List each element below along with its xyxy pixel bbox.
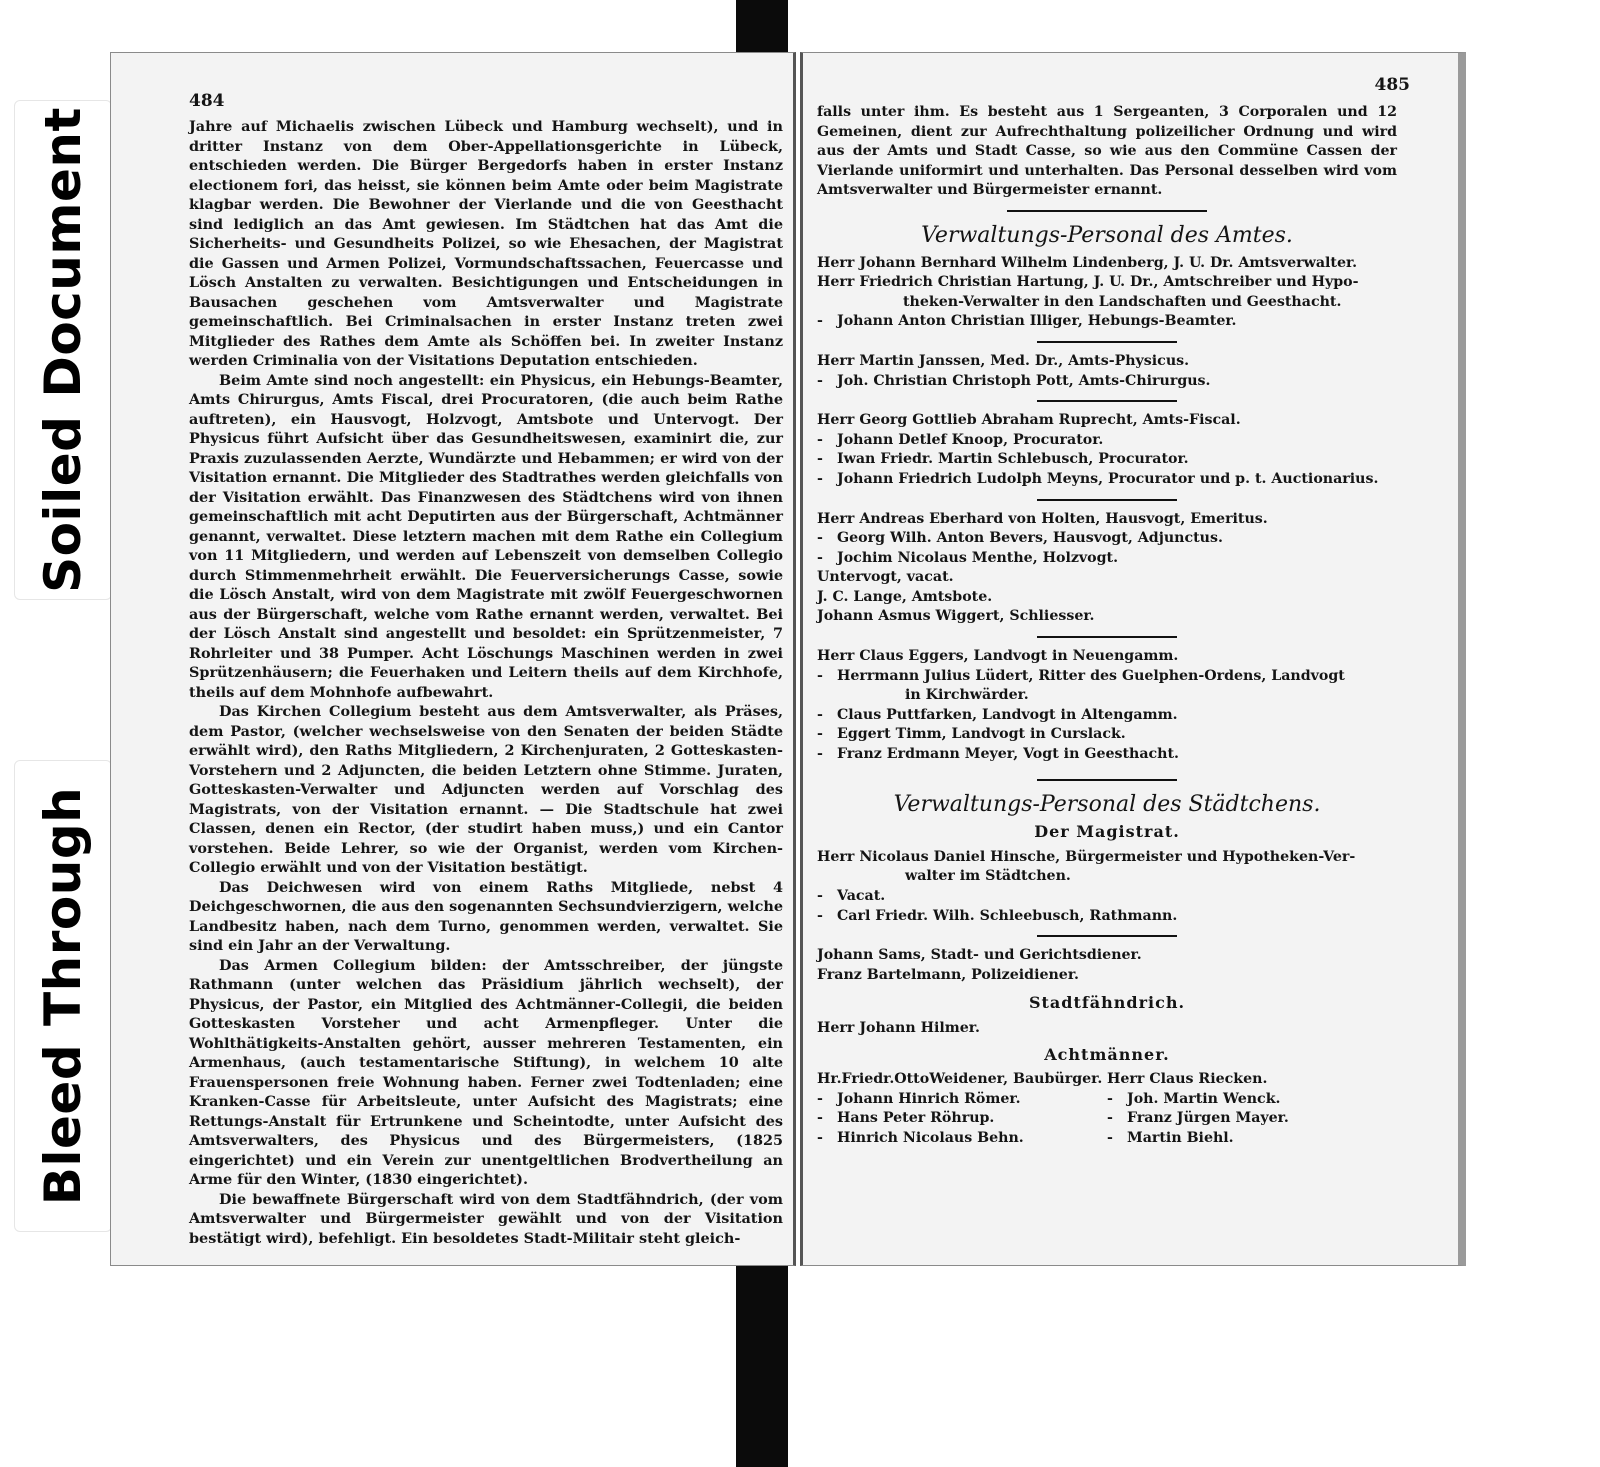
fahndrich-heading: Stadtfähndrich. (1028, 993, 1186, 1013)
list-item: - Georg Wilh. Anton Bevers, Hausvogt, Adjunctus. (817, 529, 1397, 549)
achtmanner-right-column (1107, 1070, 1397, 1148)
group-divider (1037, 499, 1177, 501)
list-item: Herr Claus Riecken. (1107, 1071, 1268, 1088)
soiled-document-label (14, 100, 112, 600)
list-item: Herr Claus Eggers, Landvogt in Neuengamm. (817, 648, 1179, 665)
list-item: - Herrmann Julius Lüdert, Ritter des Guelphen-Ordens, Landvogt (817, 667, 1397, 687)
list-item: Hr.Friedr.OttoWeidener, Baubürger. (817, 1071, 1103, 1088)
section-divider (1037, 779, 1177, 781)
list-item: - Hans Peter Röhrup. (817, 1109, 1107, 1129)
list-item: Herr Johann Hilmer. (817, 1019, 980, 1036)
group-divider (1037, 636, 1177, 638)
paragraph: Die bewaffnete Bürgerschaft wird von dem Stadtfähndrich, (der vom Amtsverwalter und Bürgermeister gewählt und von der Visitation bestätigt wird), befehligt. Ein besoldetes Stadt-Militair steht gleich- (189, 1190, 783, 1247)
list-item: Herr Friedrich Christian Hartung, J. U. Dr., Amtschreiber und Hypo- (817, 274, 1359, 291)
bleed-through-label (14, 760, 112, 1232)
paragraph: Jahre auf Michaelis zwischen Lübeck und Hamburg wechselt), und in dritter Instanz von dem Ober-Appellationsgerichte in Lübeck, entschieden werden. Die Bürger Bergedorfs haben in erster Instanz electionem fori, das heisst, sie können beim Amte oder beim Magistrate klagbar werden. Die Bewohner der Vierlande und die von Geesthacht sind lediglich an das Amt gewiesen. Im Städtchen hat das Amt die Sicherheits- und Gesundheits Polizei, so wie Ehesachen, der Magistrat die Gassen und Armen Polizei, Vormundschaftssachen, Feuercasse und Lösch Anstalten zu verwalten. Besichtigungen und Entscheidungen in Bausachen geschehen vom Amtsverwalter und Magistrate gemeinschaftlich. Bei Criminalsachen in erster Instanz treten zwei Mitglieder des Rathes dem Amte als Schöffen bei. In zweiter Instanz werden Criminalia von der Visitations Deputation entschieden. (189, 118, 783, 369)
list-item: Untervogt, vacat. (817, 569, 954, 586)
list-item: Herr Martin Janssen, Med. Dr., Amts-Physicus. (817, 352, 1190, 369)
section-title-staedtchen: Verwaltungs-Personal des Städtchens. (893, 791, 1321, 817)
list-item: in Kirchwärder. (905, 687, 1029, 704)
list-item: - Carl Friedr. Wilh. Schleebusch, Rathmann. (817, 907, 1397, 927)
list-item: Herr Georg Gottlieb Abraham Ruprecht, Amts-Fiscal. (817, 412, 1241, 429)
list-item: - Vacat. (817, 887, 1397, 907)
bleed-through-text: Bleed Through (34, 786, 92, 1206)
list-item: - Johann Detlef Knoop, Procurator. (817, 431, 1397, 451)
list-item: - Joh. Christian Christoph Pott, Amts-Chirurgus. (817, 372, 1397, 392)
list-item: Johann Asmus Wiggert, Schliesser. (817, 608, 1095, 625)
right-page (800, 52, 1466, 1266)
paragraph: Das Deichwesen wird von einem Raths Mitgliede, nebst 4 Deichgeschwornen, die aus den sogenannten Sechsundvierzigern, welche Landbesitz haben, nach dem Turno, genommen werden, verwaltet. Sie sind ein Jahr an der Verwaltung. (189, 878, 783, 954)
list-item: - Franz Erdmann Meyer, Vogt in Geesthacht. (817, 745, 1397, 765)
list-item: - Eggert Timm, Landvogt in Curslack. (817, 725, 1397, 745)
list-item: Herr Johann Bernhard Wilhelm Lindenberg, J. U. Dr. Amtsverwalter. (817, 254, 1358, 271)
group-divider (1037, 341, 1177, 343)
list-item: walter im Städtchen. (905, 868, 1071, 885)
list-item: - Hinrich Nicolaus Behn. (817, 1129, 1107, 1149)
list-item: - Jochim Nicolaus Menthe, Holzvogt. (817, 549, 1397, 569)
left-page (110, 52, 796, 1266)
achtmanner-left-column (817, 1070, 1107, 1148)
list-item: J. C. Lange, Amtsbote. (817, 588, 993, 605)
achtmanner-list (817, 1070, 1397, 1148)
list-item: - Johann Hinrich Römer. (817, 1090, 1107, 1110)
left-page-number: 484 (189, 91, 225, 111)
list-item: Herr Andreas Eberhard von Holten, Hausvogt, Emeritus. (817, 510, 1268, 527)
list-item: - Iwan Friedr. Martin Schlebusch, Procurator. (817, 450, 1397, 470)
paragraph: Das Armen Collegium bilden: der Amtsschreiber, der jüngste Rathmann (unter welchen das Präsidium jährlich wechselt), der Physicus, der Pastor, ein Mitglied des Achtmänner-Collegii, die beiden Gotteskasten Vorsteher und acht Armenpfleger. Unter die Wohlthätigkeits-Anstalten gehört, ausser mehreren Testamenten, ein Armenhaus, (auch testamentarische Stiftung), in welchem 10 alte Frauenspersonen freie Wohnung haben. Ferner zwei Todtenladen; eine Kranken-Casse für Arbeitsleute, unter Aufsicht des Magistrats; eine Rettungs-Anstalt für Ertrunkene und Scheintodte, unter Aufsicht des Amtsverwalters, des Physicus und des Bürgermeisters, (1825 eingerichtet) und ein Verein zur unentgeltlichen Brodvertheilung an Arme für den Winter, (1830 eingerichtet). (189, 956, 783, 1188)
magistrat-heading: Der Magistrat. (1034, 822, 1180, 842)
list-item: - Claus Puttfarken, Landvogt in Altengamm. (817, 706, 1397, 726)
right-page-text (817, 103, 1397, 1149)
list-item: - Johann Anton Christian Illiger, Hebungs-Beamter. (817, 312, 1397, 332)
list-item: Franz Bartelmann, Polizeidiener. (817, 966, 1079, 983)
section-divider (1007, 210, 1207, 212)
list-item: Johann Sams, Stadt- und Gerichtsdiener. (817, 947, 1142, 964)
intro-paragraph: falls unter ihm. Es besteht aus 1 Sergeanten, 3 Corporalen und 12 Gemeinen, dient zur Aufrechthaltung polizeilicher Ordnung und wird aus der Amts und Stadt Casse, so wie aus den Commüne Cassen der Vierlande uniformirt und unterhalten. Das Personal desselben wird vom Amtsverwalter und Bürgermeister ernannt. (817, 104, 1397, 199)
paragraph: Beim Amte sind noch angestellt: ein Physicus, ein Hebungs-Beamter, Amts Chirurgus, Amts Fiscal, drei Procuratoren, (die auch beim Rathe auftreten), ein Hausvogt, Holzvogt, Amtsbote und Untervogt. Der Physicus führt Aufsicht über das Gesundheitswesen, examinirt die, zur Praxis zuzulassenden Aerzte, Wundärzte und Hebammen; er wird von der Visitation ernannt. Die Mitglieder des Stadtrathes werden gleichfalls von der Visitation erwählt. Das Finanzwesen des Städtchens wird von ihnen gemeinschaftlich mit acht Deputirten aus der Bürgerschaft, Achtmänner genannt, verwaltet. Diese letztern machen mit dem Rathe ein Collegium von 11 Mitgliedern, und werden auf Lebenszeit von demselben Collegio durch Stimmenmehrheit erwählt. Die Feuerversicherungs Casse, sowie die Lösch Anstalt, wird von dem Magistrate mit zwölf Feuergeschwornen aus der Bürgerschaft, welche vom Rathe ernannt werden, verwaltet. Bei der Lösch Anstalt sind angestellt und besoldet: ein Sprützenmeister, 7 Rohrleiter und 38 Pumper. Acht Löschungs Maschinen werden in zwei Sprützenhäusern; die Feuerhaken und Leitern theils auf dem Kirchhofe, theils auf dem Mohnhofe aufbewahrt. (189, 371, 783, 701)
list-item: theken-Verwalter in den Landschaften und Geesthacht. (903, 293, 1342, 310)
section-title-amt: Verwaltungs-Personal des Amtes. (921, 222, 1293, 248)
list-item: - Joh. Martin Wenck. (1107, 1090, 1397, 1110)
group-divider (1037, 400, 1177, 402)
list-item: Herr Nicolaus Daniel Hinsche, Bürgermeister und Hypotheken-Ver- (817, 848, 1356, 865)
list-item: - Martin Biehl. (1107, 1129, 1397, 1149)
right-page-number: 485 (1374, 75, 1410, 95)
achtmanner-heading: Achtmänner. (1044, 1044, 1170, 1064)
soiled-document-text: Soiled Document (34, 107, 93, 593)
list-item: - Franz Jürgen Mayer. (1107, 1109, 1397, 1129)
list-item: - Johann Friedrich Ludolph Meyns, Procurator und p. t. Auctionarius. (817, 470, 1397, 490)
group-divider (1037, 935, 1177, 937)
paragraph: Das Kirchen Collegium besteht aus dem Amtsverwalter, als Präses, dem Pastor, (welcher wechselsweise von den Senaten der beiden Städte erwählt wird), den Raths Mitgliedern, 2 Kirchenjuraten, 2 Gotteskasten-Vorstehern und 2 Adjuncten, die beiden Letztern ohne Stimme. Juraten, Gotteskasten-Verwalter und Adjuncten werden auf Vorschlag des Magistrats, von der Visitation ernannt. — Die Stadtschule hat zwei Classen, denen ein Rector, (der studirt haben muss,) und ein Cantor vorstehen. Beide Lehrer, so wie der Organist, werden vom Kirchen-Collegio erwählt und von der Visitation bestätigt. (189, 703, 783, 876)
left-page-text (189, 117, 783, 1248)
